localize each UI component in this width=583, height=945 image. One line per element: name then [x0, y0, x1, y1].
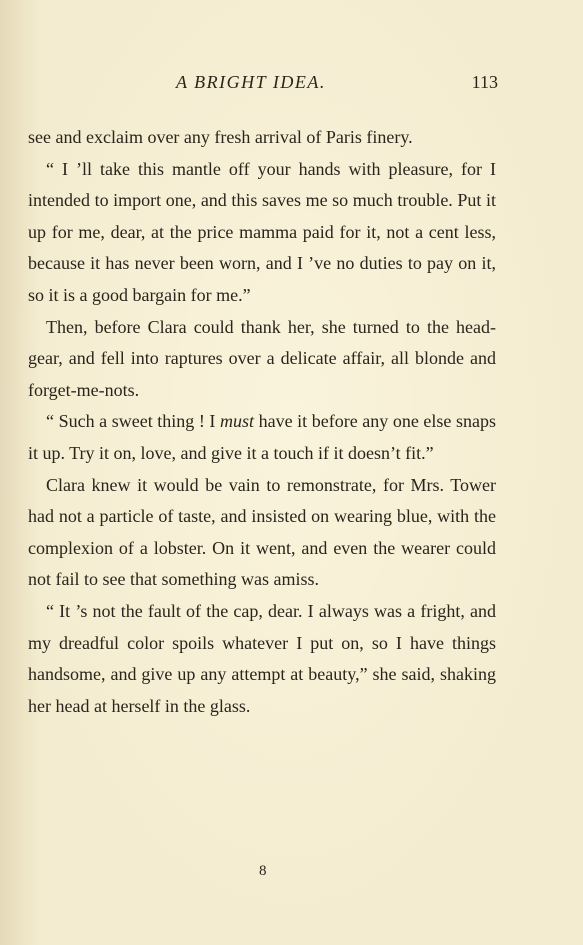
signature-mark: 8: [259, 863, 267, 879]
emphasis-word: must: [220, 411, 255, 432]
paragraph-text: “ Such a sweet thing ! I: [46, 411, 221, 432]
paragraph: Clara knew it would be vain to remonstrate, for Mrs. Tower had not a particle of taste, and insisted on wearing blue, with the complexion of a lobster. On it went, and even the wearer could not fail to see that something was amiss.: [28, 474, 496, 590]
page-header: [176, 72, 498, 98]
running-title: A BRIGHT IDEA.: [176, 72, 326, 92]
paragraph: [28, 406, 496, 469]
paragraph-continuation: see and exclaim over any fresh arrival of Paris finery.: [28, 127, 413, 147]
page-number: 113: [471, 72, 498, 92]
paragraph-text: have it before any one else snaps it up. Try it on, love, and give it a touch if it doesn’t fit.”: [28, 411, 496, 463]
paragraph: “ I ’ll take this mantle off your hands with pleasure, for I intended to import one, and this saves me so much trouble. Put it up for me, dear, at the price mamma paid for it, not a cent less, because it has never been worn, and I ’ve no duties to pay on it, so it is a good bargain for me.”: [28, 158, 496, 305]
paragraph: Then, before Clara could thank her, she turned to the head-gear, and fell into raptures over a delicate affair, all blonde and forget-me-nots.: [28, 316, 496, 400]
paragraph: “ It ’s not the fault of the cap, dear. I always was a fright, and my dreadful color spoils whatever I put on, so I have things handsome, and give up any attempt at beauty,” she said, shaking her head at herself in the glass.: [28, 600, 496, 716]
body-text: [28, 122, 496, 722]
